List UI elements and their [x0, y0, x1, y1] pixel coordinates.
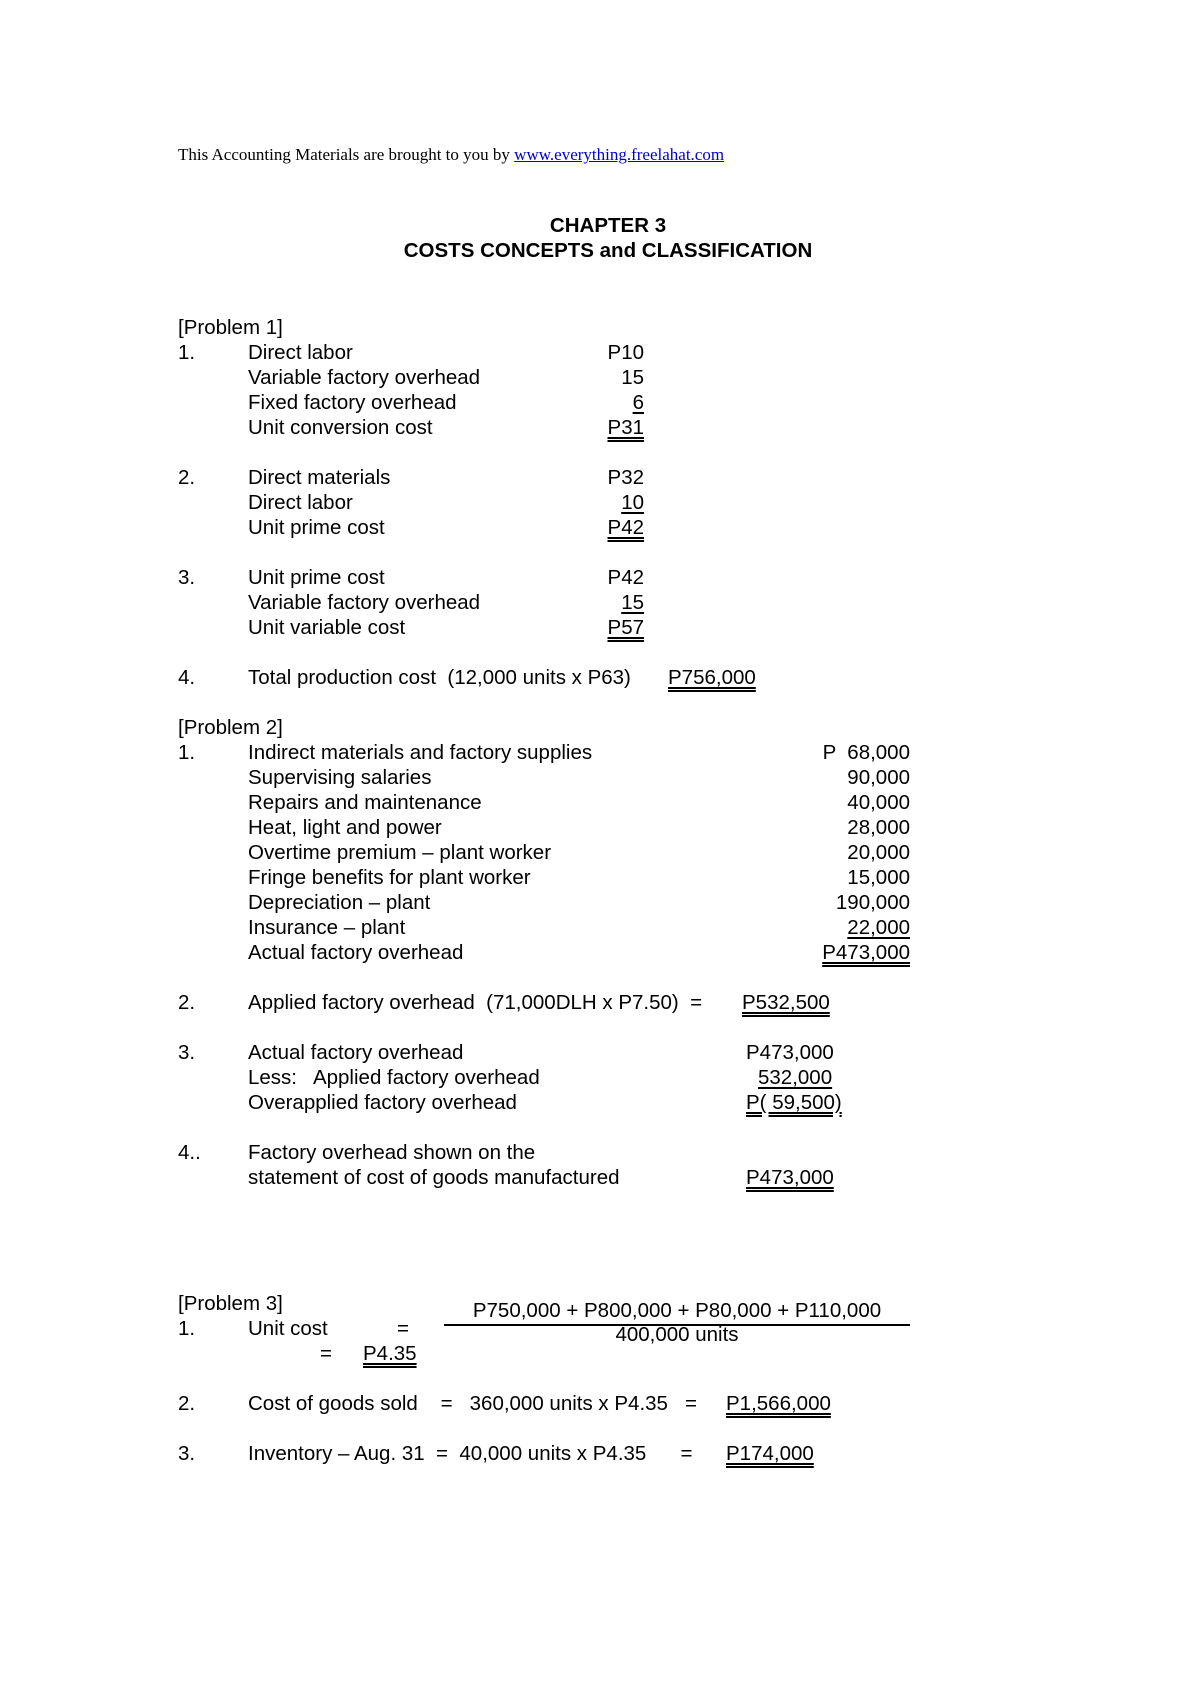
p3-item1-num: 1.	[178, 1317, 196, 1340]
p3-item3-label: Inventory – Aug. 31 = 40,000 units x P4.35 =	[248, 1442, 693, 1465]
p2-item3-total-text: P( 59,500)	[746, 1091, 842, 1114]
p2-item1-line4-value: 28,000	[847, 816, 910, 839]
p2-item1-line7-label: Depreciation – plant	[248, 891, 431, 914]
p2-item1-line8-value-text: 22,000	[847, 916, 910, 939]
p2-item4-line1: Factory overhead shown on the	[248, 1141, 536, 1164]
p3-item3-num: 3.	[178, 1442, 196, 1465]
p2-item1-line3-label: Repairs and maintenance	[248, 791, 482, 814]
p1-item2-line2-label: Direct labor	[248, 491, 353, 514]
p1-item1-line3-value-text: 6	[632, 391, 644, 414]
p2-item3-line2-value	[746, 1066, 832, 1090]
p1-item1-total-text: P31	[607, 416, 644, 439]
p3-item1-result-text: P4.35	[363, 1342, 417, 1365]
p2-item3-line2-label: Less: Applied factory overhead	[248, 1066, 540, 1089]
p1-item3-num: 3.	[178, 566, 196, 589]
p2-item1-num: 1.	[178, 741, 196, 764]
p2-item3-line3-label: Overapplied factory overhead	[248, 1091, 517, 1114]
p1-item2-line1-label: Direct materials	[248, 466, 391, 489]
p3-item1-equals: =	[397, 1317, 409, 1340]
p2-item1-line8-value	[780, 916, 910, 940]
p2-item1-line5-label: Overtime premium – plant worker	[248, 841, 552, 864]
problem3-heading: [Problem 3]	[178, 1292, 283, 1315]
p1-item2-line2-value-text: 10	[621, 491, 644, 514]
p2-item1-total	[780, 941, 910, 965]
problem1-heading: [Problem 1]	[178, 316, 283, 339]
p2-item4-total-text: P473,000	[746, 1166, 834, 1189]
p2-item4-num: 4..	[178, 1141, 201, 1164]
p2-item1-line2-label: Supervising salaries	[248, 766, 432, 789]
p2-item1-line2-value: 90,000	[847, 766, 910, 789]
p3-item1-equals2: =	[320, 1342, 332, 1365]
p1-item2-num: 2.	[178, 466, 196, 489]
p2-item3-total	[746, 1091, 842, 1115]
p1-item3-line1-value: P42	[607, 566, 644, 589]
p2-item1-line6-label: Fringe benefits for plant worker	[248, 866, 531, 889]
p1-item3-line2-value-text: 15	[621, 591, 644, 614]
p1-item2-line1-value: P32	[607, 466, 644, 489]
p2-item1-line8-label: Insurance – plant	[248, 916, 406, 939]
p1-item1-line2-label: Variable factory overhead	[248, 366, 481, 389]
p2-item1-total-text: P473,000	[822, 941, 910, 964]
p2-item4-line2: statement of cost of goods manufactured	[248, 1166, 620, 1189]
p2-item3-line2-value-text: 532,000	[758, 1066, 833, 1089]
p2-item1-line7-value: 190,000	[835, 891, 910, 914]
p1-item2-line3-label: Unit prime cost	[248, 516, 385, 539]
site-link[interactable]: www.everything.freelahat.com	[514, 145, 725, 164]
p1-item3-line2-value	[560, 591, 644, 615]
p2-item3-num: 3.	[178, 1041, 196, 1064]
p1-item2-total	[560, 516, 644, 540]
p1-item1-line3-label: Fixed factory overhead	[248, 391, 457, 414]
chapter-title: CHAPTER 3	[549, 214, 667, 237]
p2-item1-line5-value: 20,000	[847, 841, 910, 864]
p2-item1-line1-label: Indirect materials and factory supplies	[248, 741, 593, 764]
p3-item3-total-text: P174,000	[726, 1442, 814, 1465]
p2-item3-line1-value: P473,000	[746, 1041, 834, 1064]
p3-item2-total-text: P1,566,000	[726, 1392, 831, 1415]
chapter-subtitle: COSTS CONCEPTS and CLASSIFICATION	[403, 239, 813, 262]
p1-item1-num: 1.	[178, 341, 196, 364]
p2-item1-line6-value: 15,000	[847, 866, 910, 889]
p1-item3-line3-label: Unit variable cost	[248, 616, 406, 639]
p2-item2-num: 2.	[178, 991, 196, 1014]
p2-item1-line9-label: Actual factory overhead	[248, 941, 464, 964]
p2-item2-total	[742, 991, 830, 1015]
p1-item1-line1-label: Direct labor	[248, 341, 353, 364]
p1-item1-line1-value: P10	[607, 341, 644, 364]
p1-item1-line2-value: 15	[621, 366, 644, 389]
p3-item2-label: Cost of goods sold = 360,000 units x P4.35 =	[248, 1392, 698, 1415]
p1-item4-total	[668, 666, 756, 690]
p1-item3-total	[560, 616, 644, 640]
intro-line	[178, 143, 724, 167]
p2-item4-total	[746, 1166, 834, 1190]
p1-item4-label: Total production cost (12,000 units x P63)	[248, 666, 631, 689]
p3-item2-total	[726, 1392, 831, 1416]
p3-unit-cost-denominator: 400,000 units	[615, 1323, 739, 1346]
p1-item3-line1-label: Unit prime cost	[248, 566, 385, 589]
p1-item2-line2-value	[560, 491, 644, 515]
p2-item1-line3-value: 40,000	[847, 791, 910, 814]
p1-item1-total	[560, 416, 644, 440]
problem2-heading: [Problem 2]	[178, 716, 283, 739]
p2-item3-line1-label: Actual factory overhead	[248, 1041, 464, 1064]
intro-text: This Accounting Materials are brought to you by	[178, 145, 515, 164]
p3-item2-num: 2.	[178, 1392, 196, 1415]
p3-unit-cost-numerator: P750,000 + P800,000 + P80,000 + P110,000	[472, 1299, 882, 1322]
p3-item1-result	[363, 1342, 417, 1366]
p1-item4-total-text: P756,000	[668, 666, 756, 689]
p1-item1-line3-value	[560, 391, 644, 415]
p1-item2-total-text: P42	[607, 516, 644, 539]
p2-item1-line1-value: P 68,000	[822, 741, 910, 764]
p1-item1-line4-label: Unit conversion cost	[248, 416, 433, 439]
p3-item1-label: Unit cost	[248, 1317, 328, 1340]
p2-item2-total-text: P532,500	[742, 991, 830, 1014]
p1-item4-num: 4.	[178, 666, 196, 689]
p3-item3-total	[726, 1442, 814, 1466]
p2-item2-label: Applied factory overhead (71,000DLH x P7.50) =	[248, 991, 703, 1014]
p1-item3-line2-label: Variable factory overhead	[248, 591, 481, 614]
p1-item3-total-text: P57	[607, 616, 644, 639]
p2-item1-line4-label: Heat, light and power	[248, 816, 442, 839]
